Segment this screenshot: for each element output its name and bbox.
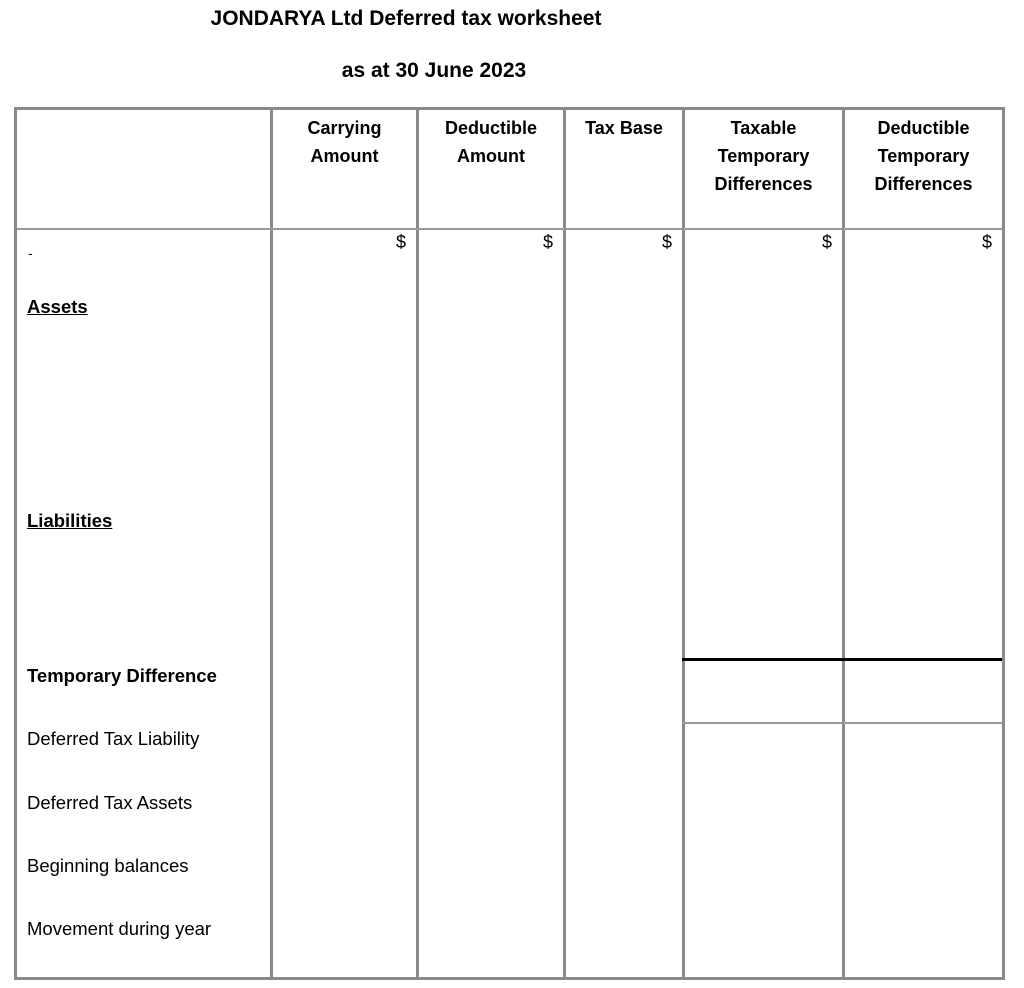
row-label-beginning-balances: Beginning balances (27, 855, 189, 876)
row-label-liabilities: Liabilities (27, 510, 113, 531)
currency-symbol: $ (542, 232, 553, 252)
column-header-taxable-temporary-differences: Taxable Temporary Differences (714, 118, 813, 194)
row-label-deferred-tax-liability: Deferred Tax Liability (27, 728, 200, 749)
worksheet-subtitle-date: as at 30 June 2023 (341, 59, 527, 82)
currency-symbol: $ (661, 232, 672, 252)
totals-rule (682, 658, 1002, 661)
row-label-assets: Assets (27, 296, 88, 317)
worksheet-title: JONDARYA Ltd Deferred tax worksheet (210, 7, 602, 30)
first-row-mark: - (28, 245, 33, 261)
column-header-deductible-amount: Deductible Amount (444, 118, 537, 166)
header-divider (17, 228, 1002, 230)
column-header-carrying-amount: Carrying Amount (307, 118, 382, 166)
currency-symbol: $ (395, 232, 406, 252)
column-header-tax-base: Tax Base (585, 118, 663, 138)
temporary-difference-box-bottom (682, 722, 1002, 724)
deferred-tax-worksheet-table (14, 107, 1005, 980)
row-label-temporary-difference: Temporary Difference (27, 665, 217, 686)
currency-symbol: $ (821, 232, 832, 252)
column-header-deductible-temporary-differences: Deductible Temporary Differences (874, 118, 973, 194)
currency-symbol: $ (981, 232, 992, 252)
row-label-movement-during-year: Movement during year (27, 918, 212, 939)
row-label-deferred-tax-assets: Deferred Tax Assets (27, 792, 193, 813)
